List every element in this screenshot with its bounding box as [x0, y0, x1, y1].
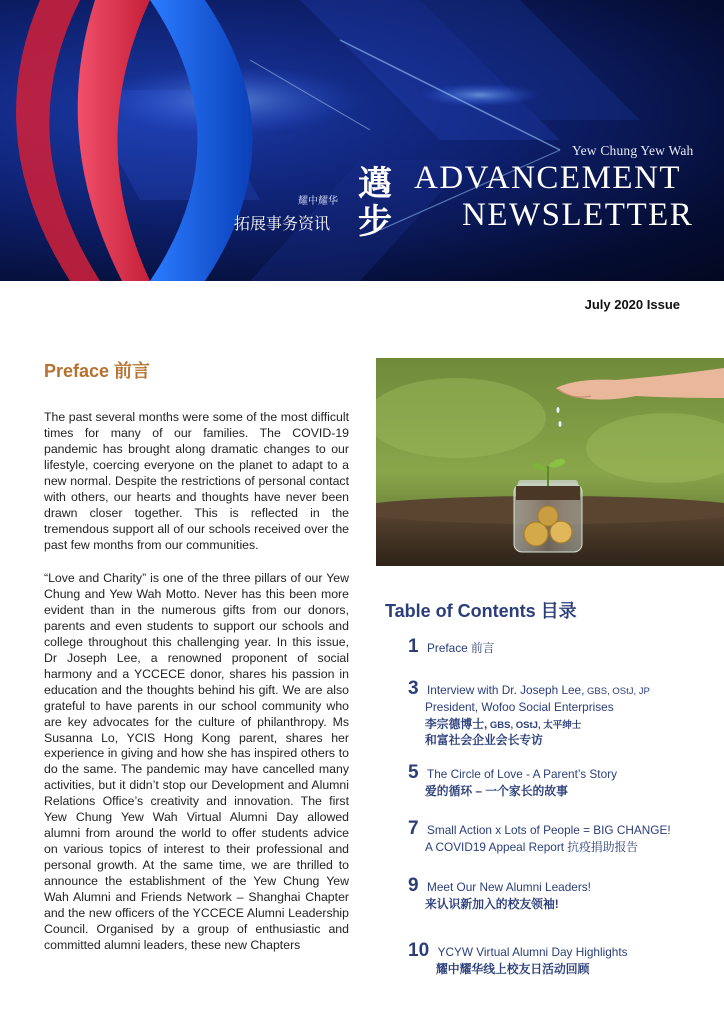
toc-item[interactable]	[408, 678, 650, 748]
preface-paragraph-1: The past several months were some of the most difficult times for many of our families. The COVID-19 pandemic has brought along dramatic changes to our lifestyle, coercing everyone on the planet to adapt to a new normal. Despite the restrictions of personal contact with others, our hearts and thoughts have never been drawn closer together. This is reflected in the tremendous support all of our schools received over the past few months from our communities.	[44, 410, 349, 552]
toc-page-number: 9	[408, 875, 419, 896]
coin-jar-photo	[376, 358, 724, 566]
header-banner	[0, 0, 724, 281]
toc-page-number: 1	[408, 636, 419, 657]
toc-item-title: Meet Our New Alumni Leaders!	[427, 880, 591, 894]
toc-item-subtitle-cn: 来认识新加入的校友领袖!	[425, 897, 559, 911]
toc-item-title: YCYW Virtual Alumni Day Highlights	[437, 945, 628, 959]
preface-heading: Preface 前言	[44, 361, 151, 381]
toc-page-number: 3	[408, 678, 419, 699]
newsletter-title-line2: NEWSLETTER	[462, 197, 694, 233]
preface-paragraph-2: “Love and Charity” is one of the three pillars of our Yew Chung and Yew Wah Motto. Never has this been more evident than in the numerous gifts from our donors, parents and even students to support our schools and college throughout this challenging year. In this issue, Dr Joseph Lee, a renowned proponent of social harmony and a YCCECE donor, shares his passion in education and the thoughts behind his gift. We are also grateful to have parents in our school community who are key advocates for the culture of philanthropy. Ms Susanna Lo, YCIS Hong Kong parent, shares her experience in giving and how she has inspired others to do the same. The pandemic may have cancelled many activities, but it didn’t stop our Development and Alumni Relations Office’s creativity and innovation. The first Yew Chung Yew Wah Virtual Alumni Day allowed alumni from around the world to offer students advice on various topics of interest to their professional and personal growth. At the same time, we are thrilled to announce the establishment of the Yew Chung Yew Wah Alumni and Friends Network – Shanghai Chapter and the new officers of the YCCECE Alumni Leadership Council. Organised by a group of enthusiastic and committed alumni leaders, these new Chapters	[44, 571, 349, 952]
toc-item-subtitle-cn: 爱的循环 – 一个家长的故事	[425, 784, 568, 798]
toc-item[interactable]	[408, 636, 495, 658]
toc-item-subtitle: A COVID19 Appeal Report 抗疫捐助报告	[425, 840, 639, 854]
toc-item-subtitle-cn-2: 和富社会企业会长专访	[425, 733, 543, 747]
toc-item-title: Small Action x Lots of People = BIG CHANGE!	[427, 823, 671, 837]
toc-item-subtitle-cn-suffix: GBS, OStJ, 太平绅士	[487, 720, 582, 731]
toc-item[interactable]	[408, 875, 591, 912]
toc-item[interactable]	[408, 818, 671, 855]
issue-date: July 2020 Issue	[584, 297, 680, 312]
toc-item-subtitle: President, Wofoo Social Enterprises	[425, 700, 614, 714]
toc-item-title-suffix: GBS, OStJ, JP	[584, 686, 650, 697]
toc-item-title: The Circle of Love - A Parent’s Story	[427, 767, 617, 781]
toc-item-subtitle-cn: 李宗德博士,	[425, 717, 488, 731]
toc-heading: Table of Contents 目录	[385, 601, 577, 621]
hand-watering-coin-jar-image	[376, 358, 724, 566]
toc-item[interactable]	[408, 940, 628, 977]
brand-name-en: Yew Chung Yew Wah	[572, 143, 694, 158]
toc-item-title: Interview with Dr. Joseph Lee,	[427, 683, 585, 697]
toc-page-number: 10	[408, 940, 430, 961]
newsletter-title-cn-2: 步	[358, 202, 392, 242]
toc-page-number: 7	[408, 818, 419, 839]
newsletter-title-line1: ADVANCEMENT	[414, 160, 682, 196]
toc-item-title: Preface 前言	[427, 641, 495, 655]
newsletter-subtitle-cn: 拓展事务资讯	[234, 216, 331, 233]
toc-item[interactable]	[408, 762, 617, 799]
toc-page-number: 5	[408, 762, 419, 783]
brand-name-cn: 耀中耀华	[298, 196, 338, 207]
newsletter-title-cn-1: 邁	[358, 164, 392, 204]
toc-item-subtitle-cn: 耀中耀华线上校友日活动回顾	[436, 962, 590, 976]
